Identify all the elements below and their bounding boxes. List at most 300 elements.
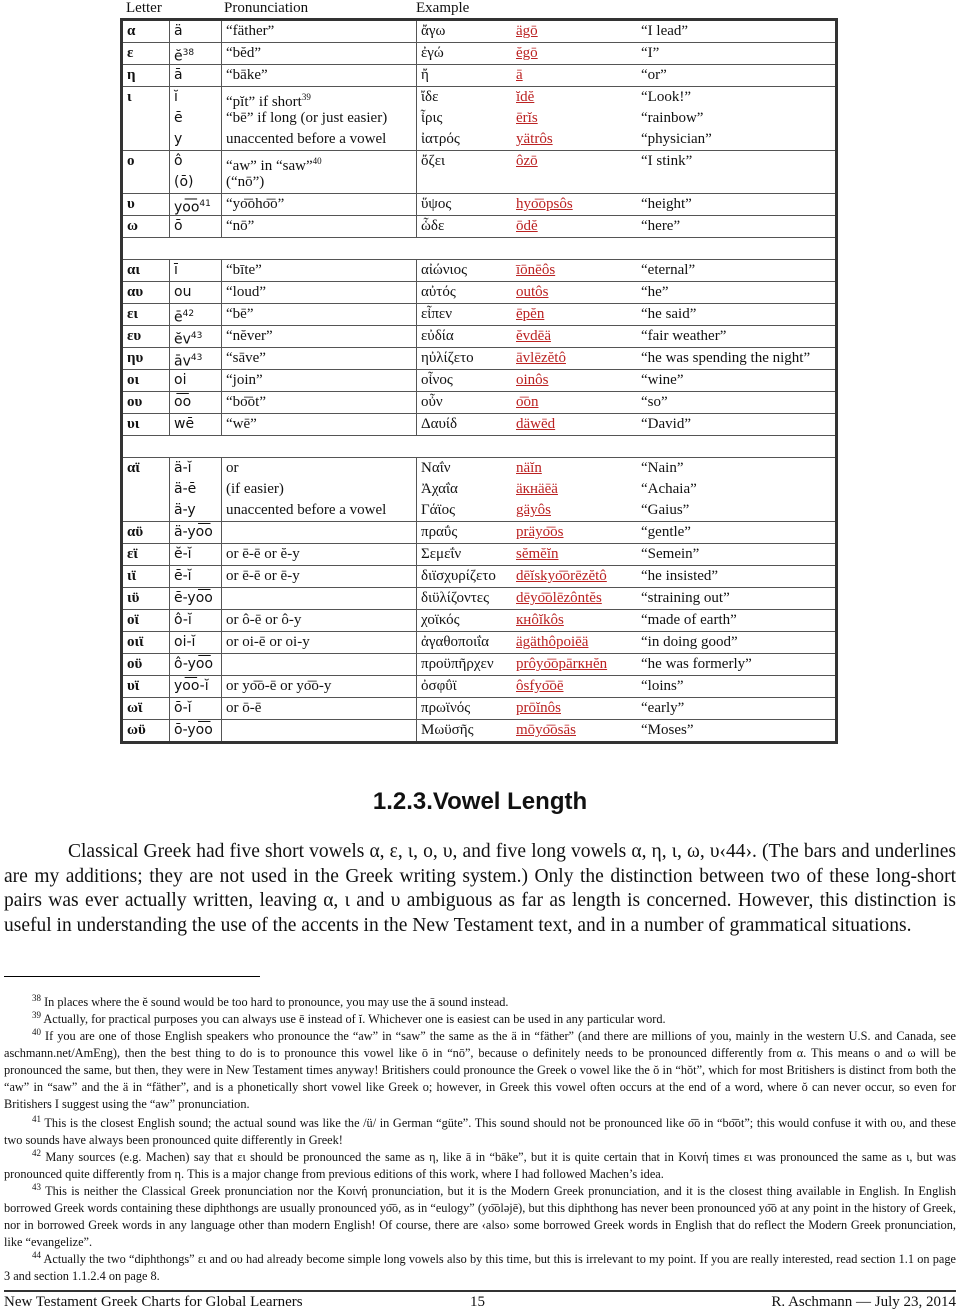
pronunciation-cell bbox=[222, 151, 417, 194]
sound-symbol: ō bbox=[174, 218, 183, 234]
pronunciation-example: “aw” in “saw” bbox=[226, 158, 313, 174]
pronunciation-example: “bāke” bbox=[226, 67, 268, 83]
pronunciation-cell bbox=[222, 720, 417, 743]
sound-symbol: ē bbox=[174, 309, 183, 326]
greek-letter: αϊ bbox=[122, 458, 170, 522]
pronunciation-example: or ē-ē or ē-y bbox=[226, 568, 300, 584]
greek-word: ἰατρός bbox=[421, 131, 460, 147]
gloss: “here” bbox=[641, 218, 681, 234]
pronunciation-cell bbox=[222, 566, 417, 588]
footnote-text: Actually the two “diphthongs” ει and ου had already become simple long vowels also by this time, but this is irrelevant to my point. If you are really interested, read section 1.1 on page 3 and section 1.1.2.4 on page 8. bbox=[4, 1252, 956, 1284]
transliteration: dēĭskyo͞orēzĕtô bbox=[516, 568, 607, 584]
pronunciation-cell bbox=[222, 282, 417, 304]
chart-row bbox=[122, 522, 837, 544]
pronunciation-example: “loud” bbox=[226, 284, 266, 300]
chart-row bbox=[122, 326, 837, 348]
chart-row bbox=[122, 260, 837, 282]
sound-symbol: ē-yo͞o bbox=[174, 590, 213, 606]
greek-word bbox=[417, 172, 512, 193]
pronunciation-cell bbox=[222, 260, 417, 282]
sound-symbol: ā bbox=[174, 67, 183, 83]
greek-letter: ευ bbox=[122, 326, 170, 348]
chart-row bbox=[122, 458, 837, 522]
pronunciation-cell bbox=[222, 65, 417, 87]
pronunciation-example: “sāve” bbox=[226, 350, 266, 366]
example-cell bbox=[417, 392, 837, 414]
example-cell bbox=[417, 194, 837, 216]
chart-row bbox=[122, 151, 837, 194]
gloss: “Gaius” bbox=[641, 502, 690, 518]
sound-symbol: ĭ bbox=[174, 89, 178, 105]
greek-letter: η bbox=[122, 65, 170, 87]
transliteration: prōĭnôs bbox=[516, 700, 561, 716]
greek-letter: οϋ bbox=[122, 654, 170, 676]
greek-letter: ου bbox=[122, 392, 170, 414]
example-cell bbox=[417, 151, 837, 194]
greek-word: Ναΐν bbox=[421, 460, 451, 476]
pronunciation-example: “nō” bbox=[226, 218, 255, 234]
greek-letter: ι bbox=[122, 87, 170, 151]
sound-symbol: wē bbox=[174, 416, 195, 432]
pronunciation-symbol-cell bbox=[170, 720, 222, 743]
example-cell bbox=[417, 326, 837, 348]
pronunciation-cell bbox=[222, 370, 417, 392]
transliteration: dēyo͞olēzôntĕs bbox=[516, 590, 602, 606]
pronunciation-example: or ō-ē bbox=[226, 700, 262, 716]
footnote bbox=[4, 1111, 956, 1149]
pronunciation-example: “wē” bbox=[226, 416, 257, 432]
transliteration: präyo͞os bbox=[516, 524, 564, 540]
greek-word: προϋπῆρχεν bbox=[421, 656, 494, 672]
footnote-number: 40 bbox=[32, 1027, 41, 1037]
transliteration: ēpĕn bbox=[516, 306, 545, 322]
sound-symbol: ĕ bbox=[174, 48, 183, 65]
transliteration: кнôĭkôs bbox=[516, 612, 564, 628]
pronunciation-symbol-cell bbox=[170, 216, 222, 238]
sound-symbol: ô-yo͞o bbox=[174, 656, 214, 672]
transliteration: prôyo͞opārкнĕn bbox=[516, 656, 608, 672]
transliteration: däwēd bbox=[516, 416, 556, 432]
gloss: “he insisted” bbox=[641, 568, 719, 584]
chart-row bbox=[122, 304, 837, 326]
pronunciation-symbol-cell bbox=[170, 43, 222, 65]
pronunciation-example: “fäther” bbox=[226, 23, 275, 39]
example-cell bbox=[417, 522, 837, 544]
sound-symbol: ē bbox=[174, 110, 183, 126]
pronunciation-cell bbox=[222, 544, 417, 566]
example-cell bbox=[417, 282, 837, 304]
pronunciation-symbol-cell bbox=[170, 282, 222, 304]
greek-word: Ἀχαΐα bbox=[421, 481, 458, 497]
pronunciation-example: or ē-ē or ĕ-y bbox=[226, 546, 300, 562]
chart-row bbox=[122, 632, 837, 654]
footnote-number: 38 bbox=[32, 993, 41, 1003]
greek-letter: ωϊ bbox=[122, 698, 170, 720]
greek-letter: υϊ bbox=[122, 676, 170, 698]
pronunciation-cell bbox=[222, 43, 417, 65]
example-cell bbox=[417, 43, 837, 65]
greek-letter: υι bbox=[122, 414, 170, 436]
sound-symbol: yo͞o bbox=[174, 199, 200, 216]
pronunciation-symbol-cell bbox=[170, 370, 222, 392]
sound-symbol: ä-yo͞o bbox=[174, 524, 213, 540]
greek-letter: οι bbox=[122, 370, 170, 392]
pronunciation-cell bbox=[222, 632, 417, 654]
footnote-ref: 43 bbox=[190, 353, 203, 363]
footnote-ref: 40 bbox=[312, 156, 322, 166]
pronunciation-cell bbox=[222, 87, 417, 151]
example-cell bbox=[417, 260, 837, 282]
example-cell bbox=[417, 566, 837, 588]
gloss: “height” bbox=[641, 196, 692, 212]
example-cell bbox=[417, 304, 837, 326]
pronunciation-example: “join” bbox=[226, 372, 263, 388]
pronunciation-symbol-cell bbox=[170, 458, 222, 522]
chart-row bbox=[122, 720, 837, 743]
gloss bbox=[637, 172, 835, 193]
gloss: “straining out” bbox=[641, 590, 730, 606]
greek-letter: αυ bbox=[122, 282, 170, 304]
footnote-number: 43 bbox=[32, 1182, 41, 1192]
example-cell bbox=[417, 632, 837, 654]
greek-word: ἶρις bbox=[421, 110, 443, 126]
pronunciation-symbol-cell bbox=[170, 87, 222, 151]
greek-word: αἰώνιος bbox=[421, 262, 468, 278]
page-number: 15 bbox=[470, 1294, 485, 1310]
gloss: “loins” bbox=[641, 678, 684, 694]
spacer-row bbox=[122, 238, 837, 260]
transliteration: äкнäēä bbox=[516, 481, 558, 497]
column-headers bbox=[0, 0, 960, 18]
footnote bbox=[4, 1179, 956, 1251]
pronunciation-symbol-cell bbox=[170, 151, 222, 194]
pronunciation-symbol-cell bbox=[170, 392, 222, 414]
pronunciation-example: “bē” if long (or just easier) bbox=[226, 110, 388, 126]
header-letter: Letter bbox=[126, 0, 162, 16]
sound-symbol: yo͞o-ĭ bbox=[174, 678, 209, 694]
transliteration: yätrôs bbox=[516, 131, 553, 147]
greek-word: ηὐλίζετο bbox=[421, 350, 474, 366]
pronunciation-cell bbox=[222, 522, 417, 544]
sound-symbol: oi-ĭ bbox=[174, 634, 196, 650]
sound-symbol: ō-ĭ bbox=[174, 700, 192, 716]
pronunciation-cell bbox=[222, 194, 417, 216]
chart-row bbox=[122, 20, 837, 43]
footnote-ref: 38 bbox=[182, 48, 195, 58]
pronunciation-symbol-cell bbox=[170, 260, 222, 282]
sound-symbol: ä-ē bbox=[174, 481, 197, 497]
sound-symbol: ô bbox=[174, 153, 183, 169]
example-cell bbox=[417, 348, 837, 370]
footnote-ref: 39 bbox=[301, 92, 311, 102]
pronunciation-symbol-cell bbox=[170, 326, 222, 348]
pronunciation-symbol-cell bbox=[170, 304, 222, 326]
pronunciation-example: or ô-ē or ô-y bbox=[226, 612, 302, 628]
chart-row bbox=[122, 676, 837, 698]
gloss: “Achaia” bbox=[641, 481, 697, 497]
greek-letter: ω bbox=[122, 216, 170, 238]
sound-symbol: ä-y bbox=[174, 502, 196, 518]
chart-row bbox=[122, 610, 837, 632]
chart-row bbox=[122, 698, 837, 720]
footnote-ref: 42 bbox=[182, 309, 195, 319]
pronunciation-cell bbox=[222, 676, 417, 698]
pronunciation-example: or yo͞o-ē or yo͞o-y bbox=[226, 678, 332, 694]
chart-row bbox=[122, 588, 837, 610]
gloss: “rainbow” bbox=[641, 110, 704, 126]
gloss: “wine” bbox=[641, 372, 684, 388]
greek-letter: ει bbox=[122, 304, 170, 326]
chart-row bbox=[122, 87, 837, 151]
gloss: “physician” bbox=[641, 131, 712, 147]
footnote-ref: 43 bbox=[190, 331, 203, 341]
footnote bbox=[4, 1024, 956, 1113]
footnote-text: This is the closest English sound; the actual sound was like the /ü/ in German “güte”. This sound should not be pronounced like o͞o in “bo͞ot”; this would confuse it with ου, and these two sounds have always been pronounced quite differently in Greek! bbox=[4, 1116, 956, 1148]
pronunciation-symbol-cell bbox=[170, 698, 222, 720]
gloss: “made of earth” bbox=[641, 612, 737, 628]
pronunciation-symbol-cell bbox=[170, 20, 222, 43]
sound-symbol: (ō) bbox=[174, 174, 194, 190]
pronunciation-cell bbox=[222, 588, 417, 610]
greek-word: ὧδε bbox=[421, 218, 445, 234]
pronunciation-cell bbox=[222, 392, 417, 414]
greek-word: ὕψος bbox=[421, 196, 452, 212]
gloss: “so” bbox=[641, 394, 668, 410]
footnote-text: If you are one of those English speakers who pronounce the “aw” in “saw” the same as the ä in “fäther” (and there are millions of you, mainly in the western U.S. and Canada, see aschmann.net/AmEng), then the best thing to do is to pronounce this vowel like ō in “nō”, because ο definitely needs to be pronounced differently from α. This means ο and ω will be pronounced the same, but then, they were in New Testament times anyway! Britishers could pronounce the Greek ο vowel like the ŏ in “hŏt”, which for most Britishers is distinct from both the “aw” in “saw” and the ä in “fäther”, and is a phonetically short vowel like Greek ο; however, in Greek this vowel often occurs at the end of a word, where ŏ can never occur, so even for Britishers I suggest using the “aw” pronunciation. bbox=[4, 1029, 957, 1112]
sound-symbol: o͞o bbox=[174, 394, 192, 410]
greek-word: πρωϊνός bbox=[421, 700, 471, 716]
greek-word: πραΰς bbox=[421, 524, 458, 540]
footnote bbox=[4, 1247, 956, 1285]
chart-row bbox=[122, 414, 837, 436]
greek-letter: αϋ bbox=[122, 522, 170, 544]
greek-word: διϊσχυρίζετο bbox=[421, 568, 496, 584]
pronunciation-symbol-cell bbox=[170, 194, 222, 216]
pronunciation-cell bbox=[222, 610, 417, 632]
pronunciation-cell bbox=[222, 654, 417, 676]
greek-word: ὀσφΰϊ bbox=[421, 678, 457, 694]
chart-row bbox=[122, 392, 837, 414]
footer-author-date: R. Aschmann — July 23, 2014 bbox=[771, 1294, 956, 1310]
transliteration: ĕgō bbox=[516, 45, 538, 61]
pronunciation-symbol-cell bbox=[170, 65, 222, 87]
example-cell bbox=[417, 370, 837, 392]
chart-row bbox=[122, 282, 837, 304]
greek-word: Μωϋσῆς bbox=[421, 722, 474, 738]
greek-word: ἴδε bbox=[421, 89, 439, 105]
pronunciation-example: “pĭt” if short bbox=[226, 94, 302, 110]
gloss: “Moses” bbox=[641, 722, 694, 738]
example-cell bbox=[417, 20, 837, 43]
greek-letter: οϊ bbox=[122, 610, 170, 632]
chart-row bbox=[122, 43, 837, 65]
sound-symbol: ĕv bbox=[174, 331, 191, 348]
example-cell bbox=[417, 698, 837, 720]
sound-symbol: ä-ĭ bbox=[174, 460, 192, 476]
sound-symbol: ī bbox=[174, 262, 178, 278]
greek-word: χοϊκός bbox=[421, 612, 460, 628]
gloss: “I lead” bbox=[641, 23, 689, 39]
chart-row bbox=[122, 544, 837, 566]
pronunciation-cell bbox=[222, 216, 417, 238]
pronunciation-example: (“nō”) bbox=[226, 174, 265, 190]
chart-row bbox=[122, 194, 837, 216]
gloss: “gentle” bbox=[641, 524, 691, 540]
transliteration: outôs bbox=[516, 284, 549, 300]
pronunciation-symbol-cell bbox=[170, 588, 222, 610]
greek-word: Γάϊος bbox=[421, 502, 456, 518]
pronunciation-example: unaccented before a vowel bbox=[226, 502, 387, 518]
pronunciation-example: (if easier) bbox=[226, 481, 284, 497]
greek-word: ὄζει bbox=[421, 153, 446, 169]
sound-symbol: ĕ-ĭ bbox=[174, 546, 192, 562]
example-cell bbox=[417, 610, 837, 632]
chart-row bbox=[122, 370, 837, 392]
footnote-number: 42 bbox=[32, 1148, 41, 1158]
sound-symbol: y bbox=[174, 131, 183, 147]
pronunciation-cell bbox=[222, 348, 417, 370]
example-cell bbox=[417, 654, 837, 676]
gloss: “early” bbox=[641, 700, 685, 716]
pronunciation-symbol-cell bbox=[170, 544, 222, 566]
gloss: “in doing good” bbox=[641, 634, 738, 650]
body-paragraph: Classical Greek had five short vowels α, ε, ι, ο, υ, and five long vowels α, η, ι, ω, υ‹44›. (The bars and underlines are my additions; they are not used in the Greek writing system.) Only the distinction between two of these long-short pairs was ever actually written, leaving α, ι and υ ambiguous as far as length is concerned. However, this distinction is useful in understanding the use of the accents in the New Testament text, and in a number of grammatical situations. bbox=[4, 841, 956, 936]
transliteration: o͞on bbox=[516, 394, 539, 410]
gloss: “he was formerly” bbox=[641, 656, 752, 672]
section-heading: 1.2.3.Vowel Length bbox=[372, 788, 588, 815]
gloss: “or” bbox=[641, 67, 667, 83]
greek-word: εὐδία bbox=[421, 328, 454, 344]
greek-word: αὐτός bbox=[421, 284, 456, 300]
greek-letter: ηυ bbox=[122, 348, 170, 370]
pronunciation-cell bbox=[222, 326, 417, 348]
transliteration bbox=[512, 172, 637, 193]
pronunciation-example: “bīte” bbox=[226, 262, 262, 278]
sound-symbol: ä bbox=[174, 23, 183, 39]
pronunciation-cell bbox=[222, 20, 417, 43]
greek-word: ἄγω bbox=[421, 23, 446, 39]
pronunciation-symbol-cell bbox=[170, 632, 222, 654]
transliteration: ĭdĕ bbox=[516, 89, 535, 105]
footer-title: New Testament Greek Charts for Global Learners bbox=[4, 1294, 303, 1310]
greek-letter: ο bbox=[122, 151, 170, 194]
footnote-rule bbox=[4, 976, 260, 977]
footnote-text: This is neither the Classical Greek pronunciation nor the Κοινή pronunciation, but it is the Modern Greek pronunciation, and it is the closest thing available in English. In English borrowed Greek words containing these diphthongs are usually pronounced yo͞o, as in “eulogy” (yo͞oləjē), but this diphthong has never been pronounced yo͞o at any point in the history of Greek, nor in borrowed Greek words in any language other than modern English! Of course, there are ‹also› some borrowed Greek words in English that do reflect the Modern Greek pronunciation, like “evangelize”. bbox=[4, 1184, 956, 1250]
sound-symbol: ô-ĭ bbox=[174, 612, 192, 628]
transliteration: ägäthôpoiēä bbox=[516, 634, 589, 650]
transliteration: ôsfyo͞oē bbox=[516, 678, 564, 694]
pronunciation-symbol-cell bbox=[170, 566, 222, 588]
pronunciation-symbol-cell bbox=[170, 348, 222, 370]
gloss: “fair weather” bbox=[641, 328, 727, 344]
page-footer bbox=[4, 1290, 956, 1312]
vowel-chart bbox=[120, 18, 838, 744]
transliteration: oinôs bbox=[516, 372, 549, 388]
transliteration: ĕvdēä bbox=[516, 328, 551, 344]
vowel-chart-body bbox=[122, 20, 837, 743]
greek-letter: ιϊ bbox=[122, 566, 170, 588]
footnote-text: Many sources (e.g. Machen) say that ει should be pronounced the same as η, like ā in “bāke”, but it is quite certain that in Κοινή times ει was pronounced the same as ι, but was pronounced quite differently from η. This is a major change from previous editions of this work, where I had followed Machen’s idea. bbox=[4, 1150, 956, 1182]
transliteration: āvlēzĕtô bbox=[516, 350, 566, 366]
transliteration: gäyôs bbox=[516, 502, 551, 518]
sound-symbol: ē-ĭ bbox=[174, 568, 192, 584]
example-cell bbox=[417, 65, 837, 87]
transliteration: īōnēôs bbox=[516, 262, 556, 278]
gloss: “Look!” bbox=[641, 89, 691, 105]
pronunciation-cell bbox=[222, 698, 417, 720]
header-pronunciation: Pronunciation bbox=[224, 0, 309, 16]
example-cell bbox=[417, 720, 837, 743]
sound-symbol: oi bbox=[174, 372, 187, 388]
transliteration: hyo͞opsôs bbox=[516, 196, 573, 212]
pronunciation-symbol-cell bbox=[170, 676, 222, 698]
gloss: “Nain” bbox=[641, 460, 684, 476]
greek-word: ἀγαθοποιΐα bbox=[421, 634, 490, 650]
footnote bbox=[4, 1145, 956, 1183]
sound-symbol: āv bbox=[174, 353, 191, 370]
footnote-ref: 41 bbox=[199, 199, 211, 209]
example-cell bbox=[417, 544, 837, 566]
sound-symbol: ō-yo͞o bbox=[174, 722, 213, 738]
example-cell bbox=[417, 588, 837, 610]
transliteration: ōdĕ bbox=[516, 218, 538, 234]
example-cell bbox=[417, 458, 837, 522]
greek-letter: οιϊ bbox=[122, 632, 170, 654]
gloss: “he said” bbox=[641, 306, 697, 322]
greek-letter: ε bbox=[122, 43, 170, 65]
greek-letter: ιϋ bbox=[122, 588, 170, 610]
greek-word: ἤ bbox=[421, 67, 429, 83]
gloss: “he” bbox=[641, 284, 669, 300]
pronunciation-cell bbox=[222, 304, 417, 326]
pronunciation-example: unaccented before a vowel bbox=[226, 131, 387, 147]
greek-word: εἶπεν bbox=[421, 306, 452, 322]
spacer-cell bbox=[122, 238, 837, 260]
transliteration: sĕmĕĭn bbox=[516, 546, 559, 562]
gloss: “I stink” bbox=[641, 153, 693, 169]
footnote-number: 41 bbox=[32, 1114, 41, 1124]
pronunciation-example: or oi-ē or oi-y bbox=[226, 634, 310, 650]
transliteration: näĭn bbox=[516, 460, 542, 476]
gloss: “eternal” bbox=[641, 262, 696, 278]
example-cell bbox=[417, 87, 837, 151]
greek-word: Δαυίδ bbox=[421, 416, 458, 432]
greek-letter: α bbox=[122, 20, 170, 43]
example-cell bbox=[417, 216, 837, 238]
chart-row bbox=[122, 65, 837, 87]
pronunciation-symbol-cell bbox=[170, 414, 222, 436]
pronunciation-example: “bē” bbox=[226, 306, 254, 322]
pronunciation-cell bbox=[222, 414, 417, 436]
gloss: “David” bbox=[641, 416, 691, 432]
greek-word: Σεμεΐν bbox=[421, 546, 462, 562]
pronunciation-example: or bbox=[226, 460, 239, 476]
footnote-text: Actually, for practical purposes you can always use ē instead of ĭ. Whichever one is easiest can be used in any particular word. bbox=[43, 1012, 666, 1027]
header-example: Example bbox=[416, 0, 470, 16]
pronunciation-example: “yo͞oho͞o” bbox=[226, 196, 285, 212]
transliteration: ā bbox=[516, 67, 523, 83]
pronunciation-cell bbox=[222, 458, 417, 522]
greek-letter: ωϋ bbox=[122, 720, 170, 743]
chart-row bbox=[122, 566, 837, 588]
chart-row bbox=[122, 654, 837, 676]
greek-letter: υ bbox=[122, 194, 170, 216]
pronunciation-symbol-cell bbox=[170, 654, 222, 676]
gloss: “he was spending the night” bbox=[641, 350, 811, 366]
greek-word: ἐγώ bbox=[421, 45, 444, 61]
example-cell bbox=[417, 414, 837, 436]
greek-letter: εϊ bbox=[122, 544, 170, 566]
